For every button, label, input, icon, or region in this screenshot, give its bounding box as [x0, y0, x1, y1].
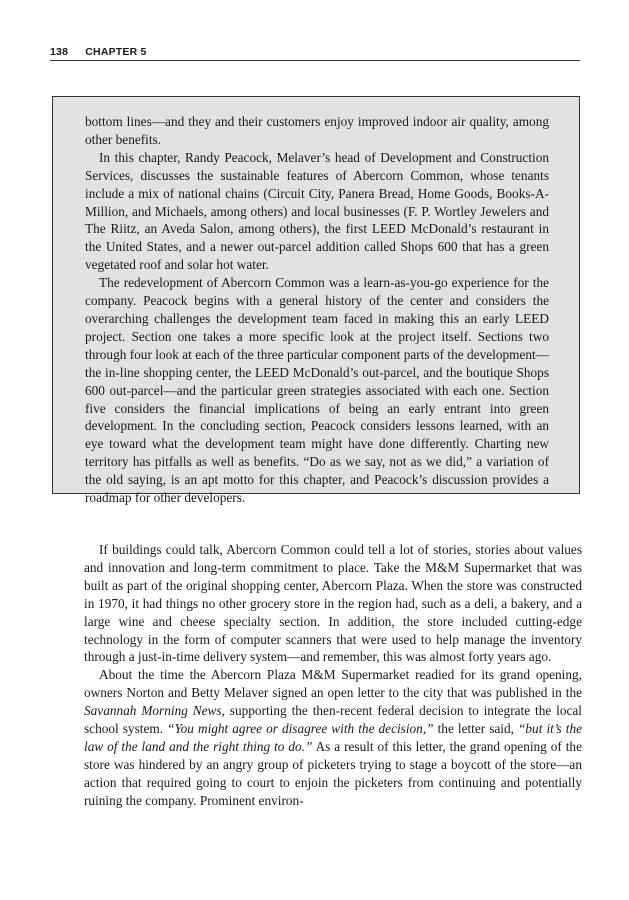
body-text: [84, 541, 582, 810]
letter-quote-2: “but it’s the law of the land and the right thing to do.”: [84, 721, 582, 754]
running-header: [50, 46, 580, 60]
intro-paragraph-3: The redevelopment of Abercorn Common was a learn-as-you-go experience for the company. Peacock begins with a general history of the center and considers the overarching challenges the development team faced in making this an early LEED project. Section one takes a more specific look at the project itself. Sections two through four look at each of the three particular component parts of the development—the in-line shopping center, the LEED McDonald’s out-parcel, and the boutique Shops 600 out-parcel—and the particular green strategies associated with each one. Section five considers the financial implications of being an early entrant into green development. In the concluding section, Peacock considers lessons learned, with an eye toward what the development team might have done differently. Charting new territory has pitfalls as well as benefits. “Do as we say, not as we did,” a variation of the old saying, is an apt motto for this chapter, and Peacock’s discussion provides a roadmap for other developers.: [85, 275, 549, 506]
body-paragraph-1: If buildings could talk, Abercorn Common could tell a lot of stories, stories about values and innovation and long-term commitment to place. Take the M&M Supermarket that was built as part of the original shopping center, Abercorn Plaza. When the store was constructed in 1970, it had things no other grocery store in the region had, such as a deli, a bakery, and a large wine and cheese specialty section. In addition, the store included cutting-edge technology in the form of computer scanners that were used to help manage the inventory through a just-in-time delivery system—and remember, this was almost forty years ago.: [84, 542, 582, 665]
header-rule: [50, 60, 580, 61]
chapter-label: CHAPTER 5: [85, 46, 147, 58]
page-number: 138: [50, 46, 69, 58]
p2-text-2: , supporting the then-recent federal decision to integrate the local school system.: [84, 703, 582, 737]
p2-text-3: the letter said,: [433, 721, 519, 737]
letter-quote-1: “You might agree or disagree with the decision,”: [167, 721, 434, 737]
p2-text-1: About the time the Abercorn Plaza M&M Supermarket readied for its grand opening, owners Norton and Betty Melaver signed an open letter to the city that was published in the: [84, 667, 582, 701]
intro-paragraph-1: bottom lines—and they and their customers enjoy improved indoor air quality, among other benefits.: [85, 114, 549, 147]
p2-text-4: As a result of this letter, the grand opening of the store was hindered by an angry group of picketers trying to stage a boycott of the store—an action that required going to court to enjoin the picketers from continuing and potentially ruining the company. Prominent environ-: [84, 738, 582, 808]
body-paragraph-2: [84, 666, 582, 809]
chapter-intro-box: [52, 96, 580, 506]
intro-paragraph-2: In this chapter, Randy Peacock, Melaver’s head of Development and Construction Services, discusses the sustainable features of Abercorn Common, whose tenants include a mix of national chains (Circuit City, Panera Bread, Home Goods, Books-A-Million, and Michaels, among others) and local businesses (F. P. Wortley Jewelers and The Riitz, an Aveda Salon, among others), the first LEED McDonald’s restaurant in the United States, and a newer out-parcel addition called Shops 600 that has a green vegetated roof and solar hot water.: [85, 149, 549, 273]
newspaper-title: Savannah Morning News: [84, 703, 222, 719]
